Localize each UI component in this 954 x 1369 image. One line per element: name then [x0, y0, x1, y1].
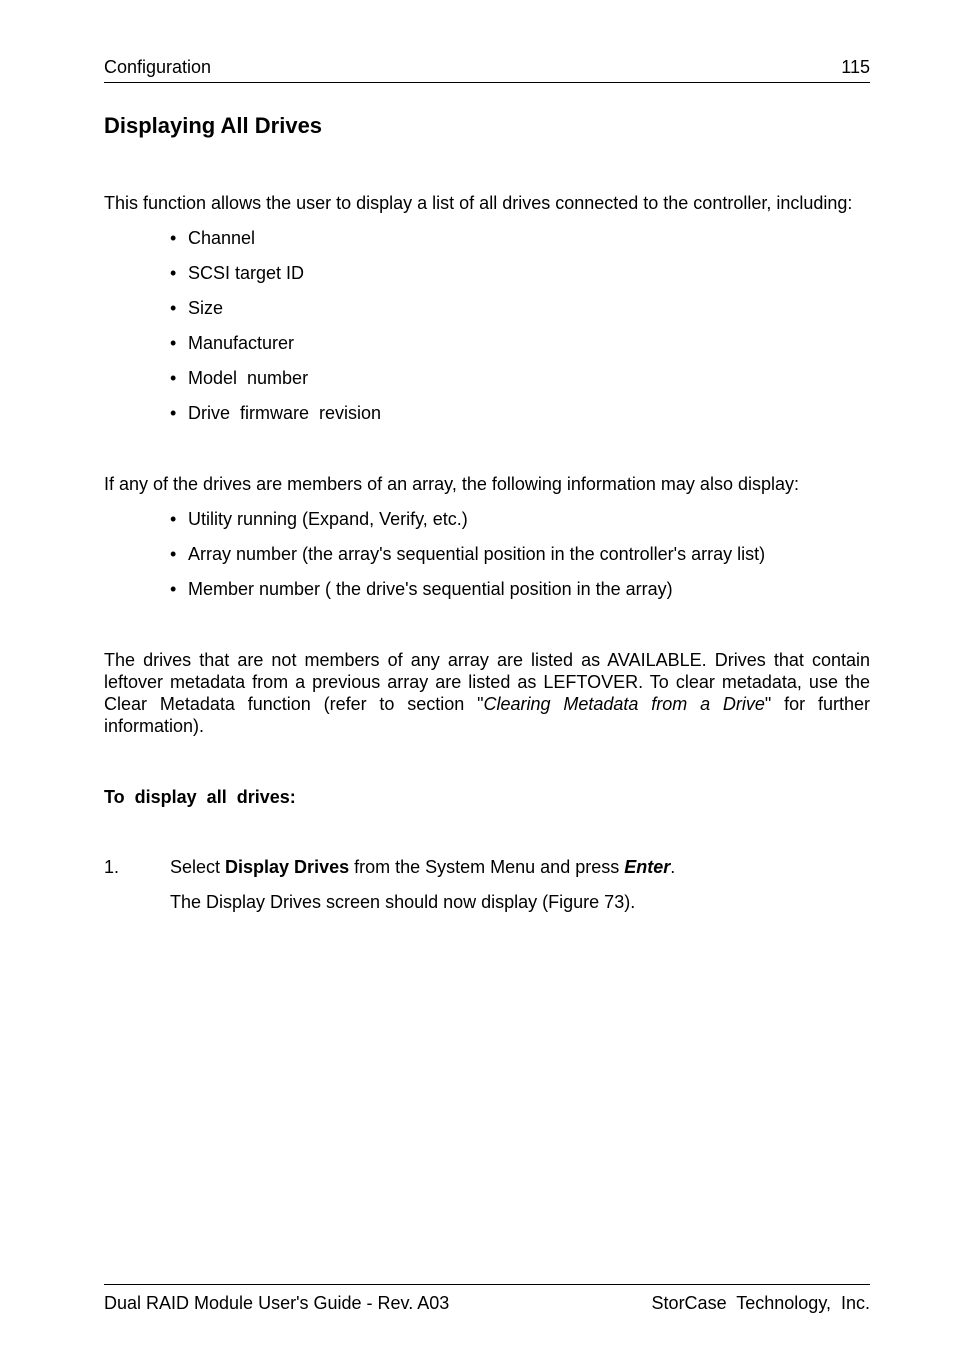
step-number: 1.: [104, 857, 120, 877]
key-name: Enter: [624, 857, 671, 877]
footer-doc-title: Dual RAID Module User's Guide - Rev. A03: [104, 1293, 450, 1313]
footer-company: StorCase Technology, Inc.: [651, 1293, 870, 1313]
bullet-icon: •: [170, 228, 177, 248]
header-page-number: 115: [841, 57, 870, 77]
section-title: Displaying All Drives: [104, 113, 323, 138]
step-result: The Display Drives screen should now display (Figure 73).: [170, 892, 636, 912]
available-note-paragraph: The drives that are not members of any array are listed as AVAILABLE. Drives that contain leftover metadata from a previous array are listed as LEFTOVER. To clear metadata, use the Clear Metadata function (refer to section "Clearing Metadata from a Drive" for further information).: [104, 650, 870, 736]
bullet-icon: •: [170, 298, 177, 318]
running-footer: [104, 1284, 870, 1315]
array-intro-paragraph: If any of the drives are members of an array, the following information may also display:: [104, 474, 799, 494]
drive-fields-list: [170, 227, 381, 437]
bullet-icon: •: [170, 263, 177, 283]
bullet-icon: •: [170, 544, 177, 564]
section-reference: Clearing Metadata from a Drive: [483, 694, 765, 714]
menu-item-name: Display Drives: [225, 857, 350, 877]
array-fields-list: [170, 508, 765, 613]
list-item: • Manufacturer: [170, 333, 295, 353]
step-instruction: Select Display Drives from the System Menu and press Enter.: [170, 857, 676, 877]
header-section-name: Configuration: [104, 57, 212, 77]
intro-paragraph: This function allows the user to display a list of all drives connected to the controller, including:: [104, 193, 853, 213]
list-item: • Size: [170, 298, 224, 318]
step-body: [170, 856, 870, 913]
list-item: • Drive firmware revision: [170, 403, 382, 423]
running-header: [104, 56, 870, 83]
bullet-icon: •: [170, 333, 177, 353]
list-item: • Utility running (Expand, Verify, etc.): [170, 509, 468, 529]
bullet-icon: •: [170, 509, 177, 529]
list-item: • Channel: [170, 228, 256, 248]
list-item: • Model number: [170, 368, 309, 388]
procedure-heading: To display all drives:: [104, 787, 296, 807]
bullet-icon: •: [170, 403, 177, 423]
list-item: • Array number (the array's sequential position in the controller's array list): [170, 544, 766, 564]
list-item: • Member number ( the drive's sequential position in the array): [170, 579, 673, 599]
bullet-icon: •: [170, 368, 177, 388]
bullet-icon: •: [170, 579, 177, 599]
list-item: • SCSI target ID: [170, 263, 305, 283]
document-page: [104, 0, 870, 1369]
